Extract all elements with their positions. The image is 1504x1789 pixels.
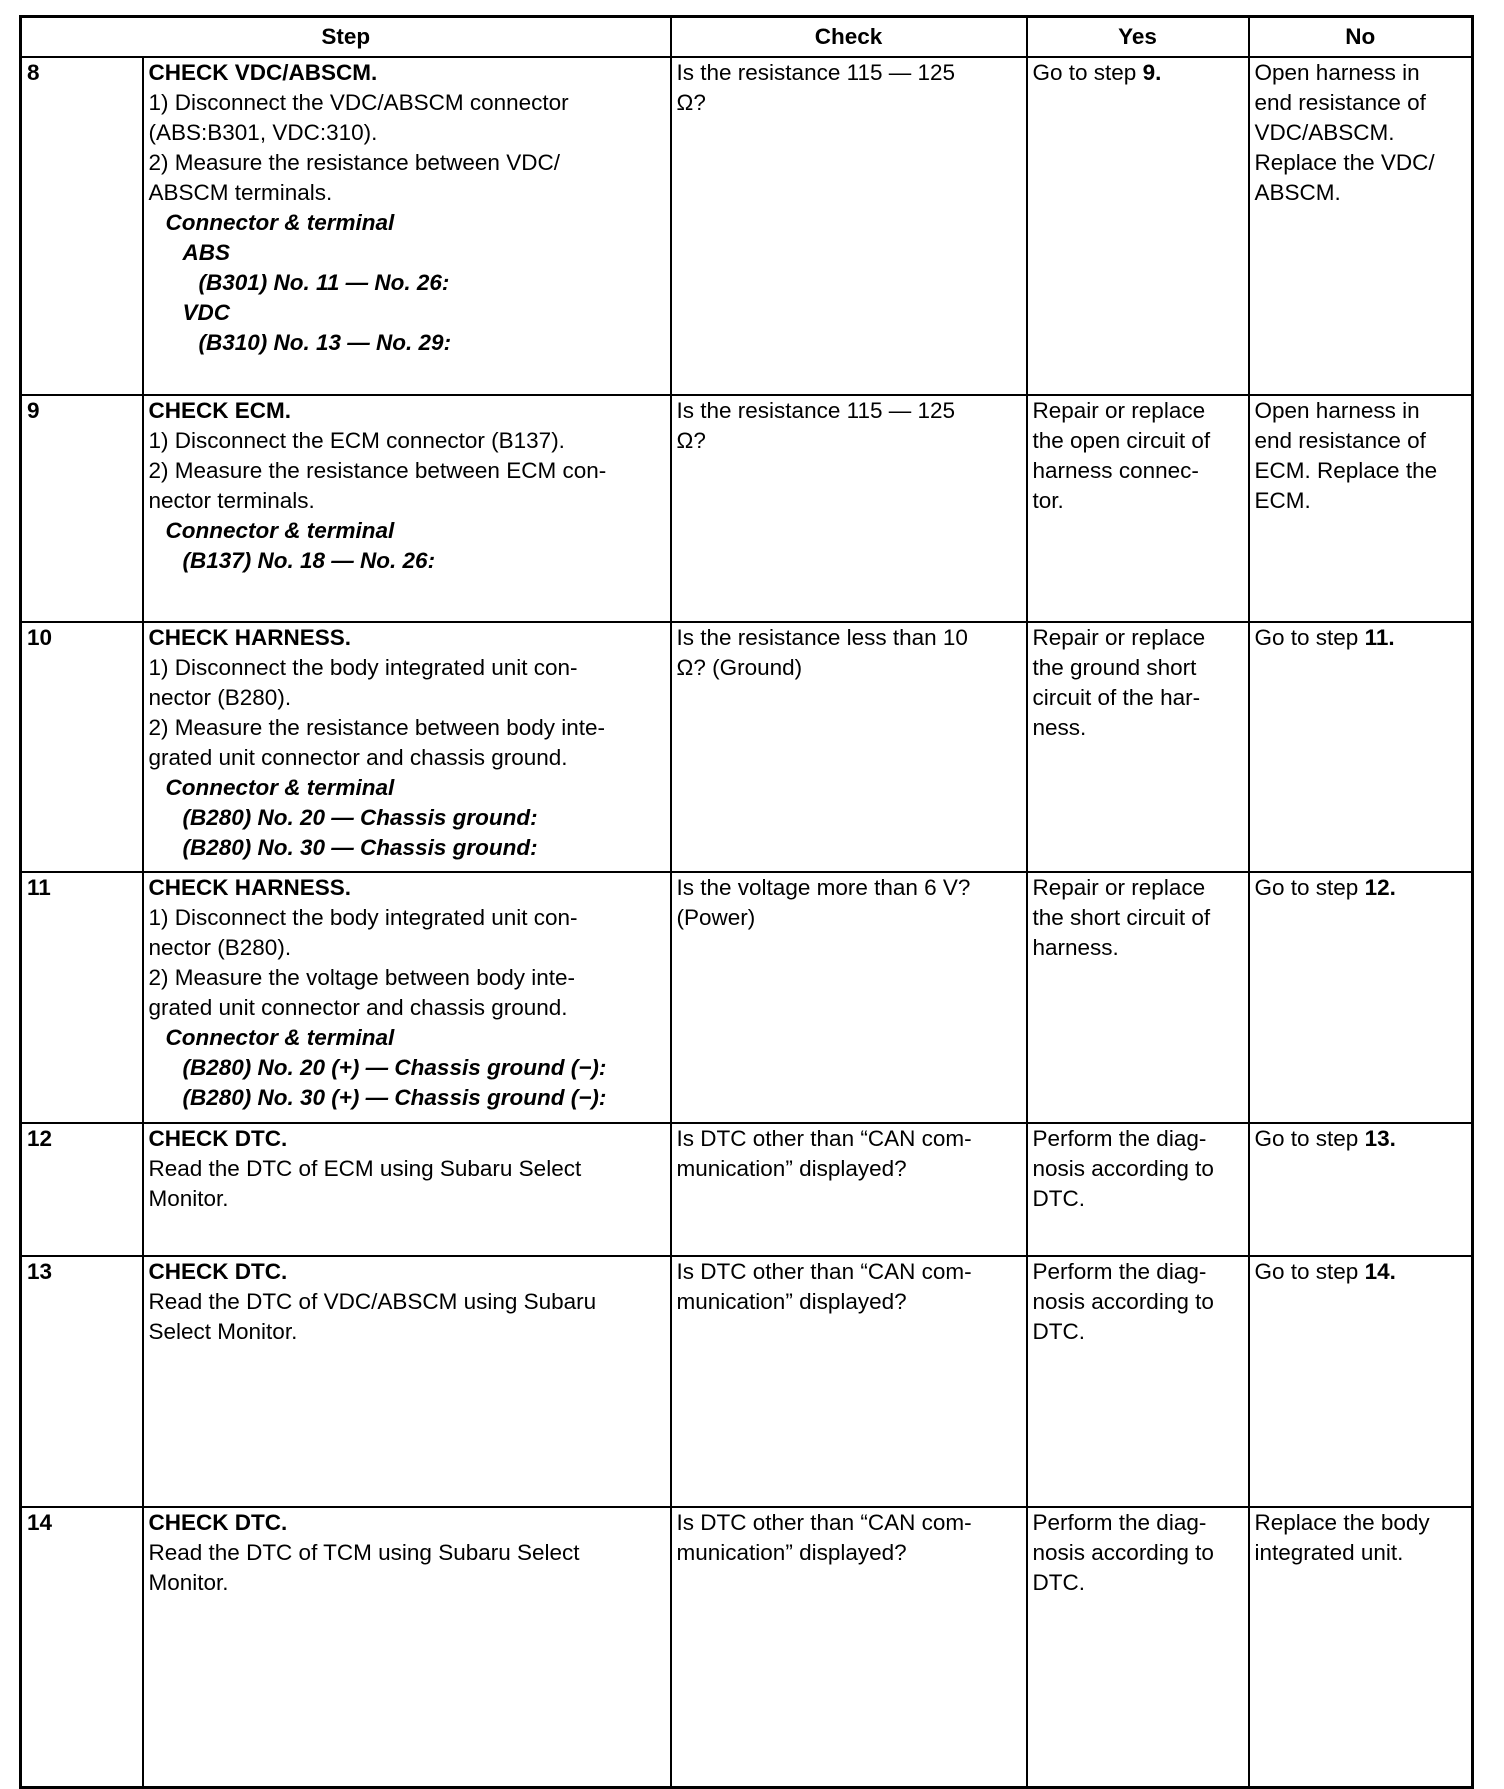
connector-terminal-line: (B301) No. 11 — No. 26:: [198, 270, 450, 295]
yes-line: Perform the diag-: [1032, 1126, 1207, 1151]
no-line: ECM. Replace the: [1254, 458, 1438, 483]
step-line: grated unit connector and chassis ground.: [148, 745, 568, 770]
check-line: Is DTC other than “CAN com-: [676, 1510, 972, 1535]
step-description: [143, 622, 671, 872]
goto-step-number: 13.: [1364, 1126, 1396, 1151]
header-no: No: [1249, 17, 1473, 58]
connector-terminal-line: (B280) No. 30 (+) — Chassis ground (−):: [182, 1085, 607, 1110]
step-description: [143, 872, 671, 1123]
check-line: Is DTC other than “CAN com-: [676, 1259, 972, 1284]
step-line: Read the DTC of ECM using Subaru Select: [148, 1156, 582, 1181]
step-line: 1) Disconnect the VDC/ABSCM connector: [148, 90, 569, 115]
step-line: Monitor.: [148, 1570, 229, 1595]
connector-terminal-line: (B280) No. 20 (+) — Chassis ground (−):: [182, 1055, 607, 1080]
yes-cell: [1027, 1507, 1249, 1787]
step-title: CHECK HARNESS.: [148, 875, 352, 900]
no-cell: [1249, 1507, 1473, 1787]
goto-step-number: 11.: [1364, 625, 1395, 650]
table-row: [21, 622, 1473, 872]
step-title: CHECK DTC.: [148, 1510, 288, 1535]
check-line: (Power): [676, 905, 756, 930]
no-line: end resistance of: [1254, 90, 1426, 115]
no-cell: [1249, 57, 1473, 395]
step-line: nector terminals.: [148, 488, 315, 513]
check-line: Is DTC other than “CAN com-: [676, 1126, 972, 1151]
step-title: CHECK DTC.: [148, 1126, 288, 1151]
table-row: [21, 1256, 1473, 1507]
check-cell: [671, 872, 1027, 1123]
connector-terminal-line: (B280) No. 30 — Chassis ground:: [182, 835, 538, 860]
check-line: Ω? (Ground): [676, 655, 803, 680]
yes-line: harness connec-: [1032, 458, 1199, 483]
table-row: [21, 395, 1473, 622]
table-row: [21, 1507, 1473, 1787]
yes-line: the short circuit of: [1032, 905, 1211, 930]
step-description: [143, 1256, 671, 1507]
table-row: [21, 1123, 1473, 1256]
connector-terminal-line: Connector & terminal: [165, 210, 395, 235]
goto-step: Go to step 14.: [1254, 1259, 1396, 1284]
step-number: 9: [21, 395, 143, 622]
step-title: CHECK HARNESS.: [148, 625, 352, 650]
check-cell: [671, 395, 1027, 622]
diagnostic-table: [19, 15, 1474, 1789]
step-description: [143, 1123, 671, 1256]
step-line: 2) Measure the resistance between ECM con-: [148, 458, 607, 483]
connector-terminal-line: Connector & terminal: [165, 775, 395, 800]
header-step: Step: [21, 17, 671, 58]
check-line: munication” displayed?: [676, 1540, 907, 1565]
yes-line: Perform the diag-: [1032, 1510, 1207, 1535]
yes-line: the ground short: [1032, 655, 1197, 680]
goto-step: Go to step 12.: [1254, 875, 1396, 900]
step-line: Select Monitor.: [148, 1319, 298, 1344]
no-line: Replace the body: [1254, 1510, 1430, 1535]
connector-terminal-line: (B137) No. 18 — No. 26:: [182, 548, 436, 573]
step-line: 2) Measure the resistance between body inte-: [148, 715, 606, 740]
yes-line: Repair or replace: [1032, 875, 1206, 900]
header-row: [21, 17, 1473, 58]
check-line: munication” displayed?: [676, 1156, 907, 1181]
check-line: Is the resistance 115 — 125: [676, 398, 956, 423]
step-line: 2) Measure the resistance between VDC/: [148, 150, 560, 175]
check-line: munication” displayed?: [676, 1289, 907, 1314]
yes-cell: [1027, 57, 1249, 395]
connector-terminal-line: Connector & terminal: [165, 1025, 395, 1050]
yes-line: the open circuit of: [1032, 428, 1211, 453]
header-yes: Yes: [1027, 17, 1249, 58]
goto-step-number: 12.: [1364, 875, 1396, 900]
no-line: ECM.: [1254, 488, 1311, 513]
check-cell: [671, 1256, 1027, 1507]
step-line: Read the DTC of TCM using Subaru Select: [148, 1540, 580, 1565]
yes-line: DTC.: [1032, 1570, 1086, 1595]
check-cell: [671, 57, 1027, 395]
goto-step-number: 9.: [1142, 60, 1162, 85]
yes-cell: [1027, 395, 1249, 622]
connector-terminal-line: ABS: [182, 240, 231, 265]
step-number: 13: [21, 1256, 143, 1507]
header-check: Check: [671, 17, 1027, 58]
step-number: 8: [21, 57, 143, 395]
step-description: [143, 395, 671, 622]
no-cell: [1249, 395, 1473, 622]
step-line: 2) Measure the voltage between body inte-: [148, 965, 576, 990]
no-cell: [1249, 872, 1473, 1123]
yes-line: nosis according to: [1032, 1156, 1214, 1181]
step-number: 12: [21, 1123, 143, 1256]
step-line: nector (B280).: [148, 935, 292, 960]
check-line: Ω?: [676, 90, 706, 115]
yes-line: nosis according to: [1032, 1289, 1214, 1314]
step-title: CHECK VDC/ABSCM.: [148, 60, 378, 85]
step-line: Monitor.: [148, 1186, 229, 1211]
no-cell: [1249, 1123, 1473, 1256]
connector-terminal-line: (B310) No. 13 — No. 29:: [198, 330, 452, 355]
no-cell: [1249, 1256, 1473, 1507]
connector-terminal-line: VDC: [182, 300, 231, 325]
no-cell: [1249, 622, 1473, 872]
no-line: VDC/ABSCM.: [1254, 120, 1395, 145]
yes-cell: [1027, 1123, 1249, 1256]
yes-line: Perform the diag-: [1032, 1259, 1207, 1284]
step-line: 1) Disconnect the body integrated unit con-: [148, 655, 578, 680]
yes-line: Repair or replace: [1032, 398, 1206, 423]
step-line: nector (B280).: [148, 685, 292, 710]
step-line: (ABS:B301, VDC:310).: [148, 120, 378, 145]
goto-step: Go to step 13.: [1254, 1126, 1396, 1151]
step-line: 1) Disconnect the body integrated unit con-: [148, 905, 578, 930]
check-cell: [671, 1123, 1027, 1256]
table-row: [21, 872, 1473, 1123]
no-line: end resistance of: [1254, 428, 1426, 453]
yes-line: circuit of the har-: [1032, 685, 1201, 710]
yes-line: harness.: [1032, 935, 1119, 960]
connector-terminal-line: Connector & terminal: [165, 518, 395, 543]
table-row: [21, 57, 1473, 395]
step-line: Read the DTC of VDC/ABSCM using Subaru: [148, 1289, 597, 1314]
step-title: CHECK DTC.: [148, 1259, 288, 1284]
goto-step: Go to step 11.: [1254, 625, 1395, 650]
step-number: 11: [21, 872, 143, 1123]
step-number: 10: [21, 622, 143, 872]
step-line: grated unit connector and chassis ground.: [148, 995, 568, 1020]
check-line: Ω?: [676, 428, 706, 453]
yes-line: tor.: [1032, 488, 1064, 513]
step-description: [143, 57, 671, 395]
step-line: 1) Disconnect the ECM connector (B137).: [148, 428, 565, 453]
step-title: CHECK ECM.: [148, 398, 292, 423]
goto-step: Go to step 9.: [1032, 60, 1162, 85]
yes-cell: [1027, 622, 1249, 872]
check-line: Is the voltage more than 6 V?: [676, 875, 971, 900]
yes-line: ness.: [1032, 715, 1087, 740]
check-cell: [671, 1507, 1027, 1787]
step-description: [143, 1507, 671, 1787]
check-cell: [671, 622, 1027, 872]
yes-line: DTC.: [1032, 1319, 1086, 1344]
step-number: 14: [21, 1507, 143, 1787]
yes-cell: [1027, 1256, 1249, 1507]
no-line: integrated unit.: [1254, 1540, 1404, 1565]
goto-step-number: 14.: [1364, 1259, 1396, 1284]
no-line: Open harness in: [1254, 398, 1420, 423]
step-line: ABSCM terminals.: [148, 180, 333, 205]
no-line: Replace the VDC/: [1254, 150, 1435, 175]
yes-line: nosis according to: [1032, 1540, 1214, 1565]
no-line: ABSCM.: [1254, 180, 1341, 205]
connector-terminal-line: (B280) No. 20 — Chassis ground:: [182, 805, 538, 830]
yes-line: Repair or replace: [1032, 625, 1206, 650]
check-line: Is the resistance 115 — 125: [676, 60, 956, 85]
yes-cell: [1027, 872, 1249, 1123]
yes-line: DTC.: [1032, 1186, 1086, 1211]
check-line: Is the resistance less than 10: [676, 625, 968, 650]
no-line: Open harness in: [1254, 60, 1420, 85]
